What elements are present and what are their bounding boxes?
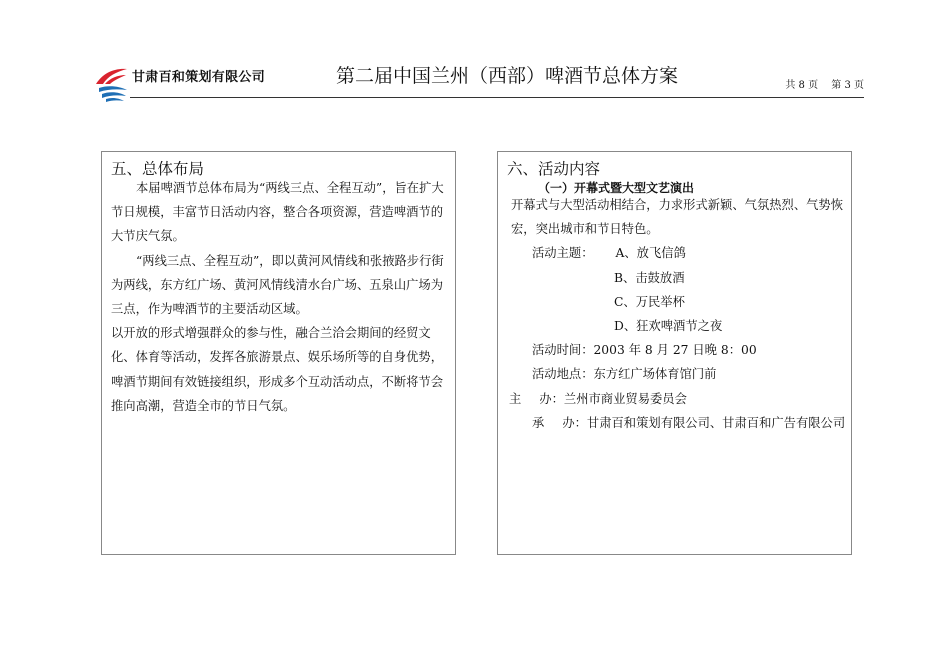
section-heading-activities: 六、活动内容	[507, 160, 601, 178]
theme-label: 活动主题：	[532, 246, 594, 261]
layout-paragraph-1: 本届啤酒节总体布局为“两线三点、全程互动”，旨在扩大节日规模，丰富节日活动内容，整合各项资源，营造啤酒节的大节庆气氛。	[111, 181, 444, 244]
event-time: 活动时间：2003 年 8 月 27 日晚 8：00	[532, 343, 757, 358]
layout-section-panel	[101, 151, 456, 555]
event-host: 主 办：兰州市商业贸易委员会	[509, 391, 687, 406]
theme-item: B、击鼓放酒	[614, 270, 685, 285]
event-location: 活动地点：东方红广场体育馆门前	[532, 367, 717, 382]
layout-section-body	[111, 176, 451, 418]
page-indicator	[775, 76, 864, 91]
theme-item: C、万民举杯	[614, 294, 685, 309]
activities-section-body	[507, 193, 852, 435]
layout-paragraph-2: “两线三点、全程互动”，即以黄河风情线和张掖路步行街为两线，东方红广场、黄河风情线清水台广场、五泉山广场为三点，作为啤酒节的主要活动区域。	[111, 253, 444, 317]
theme-row-1	[507, 241, 852, 265]
company-name: 甘肃百和策划有限公司	[132, 70, 266, 85]
section-heading-layout: 五、总体布局	[111, 160, 205, 178]
document-title: 第二届中国兰州（西部）啤酒节总体方案	[336, 65, 679, 87]
current-page: 第 3 页	[831, 80, 864, 91]
subsection-heading-opening: （一）开幕式暨大型文艺演出	[538, 181, 695, 195]
page-header	[0, 0, 950, 100]
layout-paragraph-3: 以开放的形式增强群众的参与性，融合兰洽会期间的经贸文化、体育等活动，发挥各旅游景点、娱乐场所等的自身优势，啤酒节期间有效链接组织，形成多个互动活动点，不断将节会推向高潮，营造全市的节日气氛。	[111, 326, 444, 413]
activities-section-panel	[497, 151, 852, 555]
theme-item: D、狂欢啤酒节之夜	[614, 319, 723, 334]
header-divider	[130, 97, 864, 98]
theme-item: A、放飞信鸽	[615, 246, 686, 261]
total-pages: 共 8 页	[785, 80, 819, 91]
opening-intro: 开幕式与大型活动相结合，力求形式新颖、气氛热烈、气势恢宏，突出城市和节日特色。	[511, 198, 844, 237]
event-organizer: 承 办：甘肃百和策划有限公司、甘肃百和广告有限公司	[532, 415, 846, 430]
company-logo-icon	[94, 63, 128, 103]
